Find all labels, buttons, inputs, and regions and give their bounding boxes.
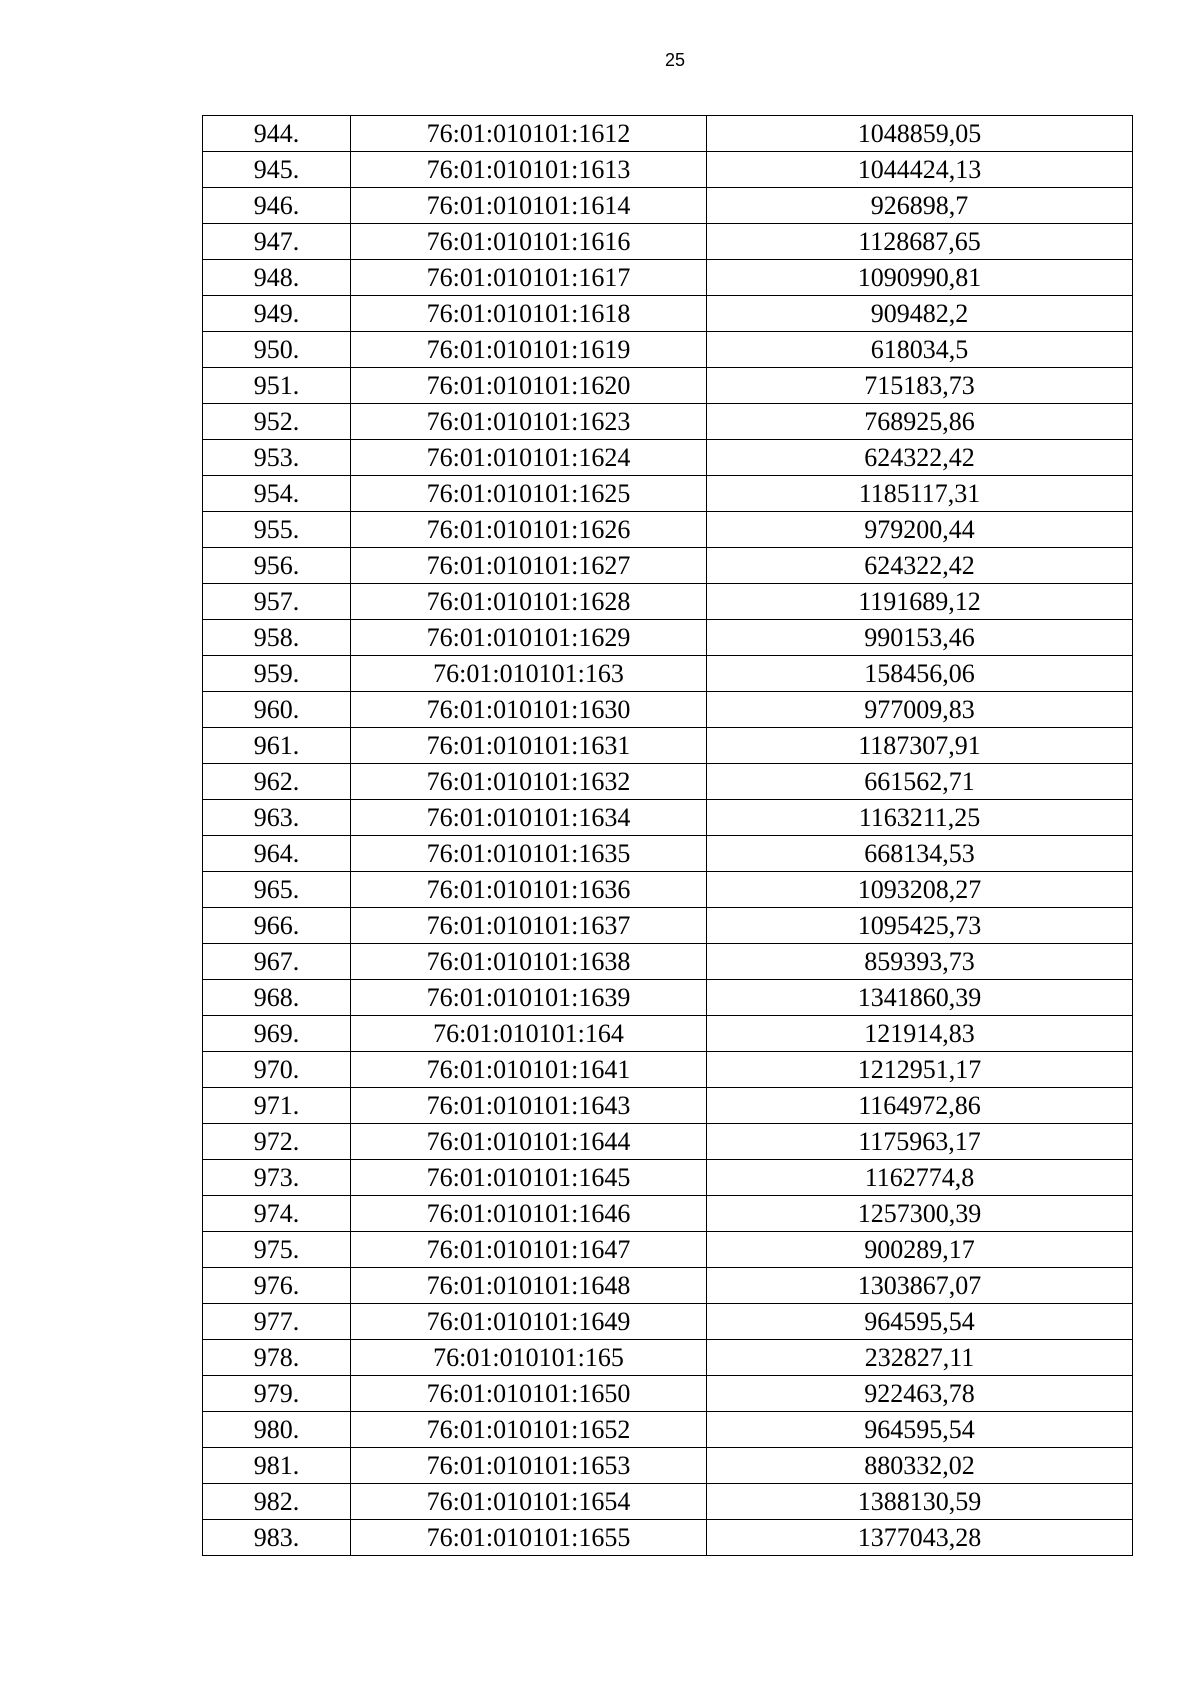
table-row xyxy=(203,1160,1133,1196)
row-number-cell: 972. xyxy=(203,1124,351,1160)
table-row xyxy=(203,1268,1133,1304)
cadastral-value-cell: 964595,54 xyxy=(707,1304,1133,1340)
cadastral-number-cell: 76:01:010101:1620 xyxy=(351,368,707,404)
row-number-cell: 958. xyxy=(203,620,351,656)
row-number-cell: 951. xyxy=(203,368,351,404)
cadastral-number-cell: 76:01:010101:1625 xyxy=(351,476,707,512)
cadastral-value-cell: 618034,5 xyxy=(707,332,1133,368)
table-row xyxy=(203,908,1133,944)
table-row xyxy=(203,548,1133,584)
cadastral-value-cell: 768925,86 xyxy=(707,404,1133,440)
row-number-cell: 948. xyxy=(203,260,351,296)
cadastral-value-cell: 977009,83 xyxy=(707,692,1133,728)
table-row xyxy=(203,404,1133,440)
cadastral-value-cell: 661562,71 xyxy=(707,764,1133,800)
cadastral-number-cell: 76:01:010101:1630 xyxy=(351,692,707,728)
cadastral-number-cell: 76:01:010101:1644 xyxy=(351,1124,707,1160)
table-body xyxy=(203,116,1133,1556)
row-number-cell: 949. xyxy=(203,296,351,332)
table-row xyxy=(203,692,1133,728)
table-row xyxy=(203,476,1133,512)
cadastral-value-cell: 158456,06 xyxy=(707,656,1133,692)
cadastral-value-cell: 964595,54 xyxy=(707,1412,1133,1448)
cadastral-number-cell: 76:01:010101:1655 xyxy=(351,1520,707,1556)
row-number-cell: 969. xyxy=(203,1016,351,1052)
table-row xyxy=(203,224,1133,260)
cadastral-number-cell: 76:01:010101:1649 xyxy=(351,1304,707,1340)
row-number-cell: 983. xyxy=(203,1520,351,1556)
cadastral-value-cell: 1377043,28 xyxy=(707,1520,1133,1556)
cadastral-number-cell: 76:01:010101:1635 xyxy=(351,836,707,872)
row-number-cell: 960. xyxy=(203,692,351,728)
row-number-cell: 976. xyxy=(203,1268,351,1304)
table-row xyxy=(203,152,1133,188)
cadastral-number-cell: 76:01:010101:1617 xyxy=(351,260,707,296)
table-row xyxy=(203,1232,1133,1268)
row-number-cell: 966. xyxy=(203,908,351,944)
cadastral-number-cell: 76:01:010101:165 xyxy=(351,1340,707,1376)
row-number-cell: 970. xyxy=(203,1052,351,1088)
cadastral-value-cell: 979200,44 xyxy=(707,512,1133,548)
row-number-cell: 982. xyxy=(203,1484,351,1520)
row-number-cell: 977. xyxy=(203,1304,351,1340)
cadastral-number-cell: 76:01:010101:1629 xyxy=(351,620,707,656)
table-row xyxy=(203,656,1133,692)
row-number-cell: 955. xyxy=(203,512,351,548)
cadastral-number-cell: 76:01:010101:1614 xyxy=(351,188,707,224)
table-row xyxy=(203,1196,1133,1232)
table-row xyxy=(203,332,1133,368)
cadastral-number-cell: 76:01:010101:164 xyxy=(351,1016,707,1052)
cadastral-value-cell: 926898,7 xyxy=(707,188,1133,224)
cadastral-number-cell: 76:01:010101:1643 xyxy=(351,1088,707,1124)
cadastral-value-cell: 624322,42 xyxy=(707,548,1133,584)
cadastral-value-cell: 121914,83 xyxy=(707,1016,1133,1052)
cadastral-number-cell: 76:01:010101:1623 xyxy=(351,404,707,440)
row-number-cell: 956. xyxy=(203,548,351,584)
cadastral-value-cell: 668134,53 xyxy=(707,836,1133,872)
row-number-cell: 979. xyxy=(203,1376,351,1412)
cadastral-number-cell: 76:01:010101:1636 xyxy=(351,872,707,908)
cadastral-value-cell: 1048859,05 xyxy=(707,116,1133,152)
row-number-cell: 963. xyxy=(203,800,351,836)
cadastral-number-cell: 76:01:010101:1613 xyxy=(351,152,707,188)
cadastral-value-table xyxy=(202,115,1133,1556)
cadastral-value-cell: 1303867,07 xyxy=(707,1268,1133,1304)
cadastral-number-cell: 76:01:010101:1652 xyxy=(351,1412,707,1448)
table-row xyxy=(203,620,1133,656)
table-row xyxy=(203,512,1133,548)
cadastral-value-cell: 880332,02 xyxy=(707,1448,1133,1484)
cadastral-number-cell: 76:01:010101:1628 xyxy=(351,584,707,620)
cadastral-value-cell: 1257300,39 xyxy=(707,1196,1133,1232)
row-number-cell: 954. xyxy=(203,476,351,512)
cadastral-value-cell: 1093208,27 xyxy=(707,872,1133,908)
table-row xyxy=(203,980,1133,1016)
cadastral-value-cell: 922463,78 xyxy=(707,1376,1133,1412)
row-number-cell: 974. xyxy=(203,1196,351,1232)
cadastral-value-cell: 990153,46 xyxy=(707,620,1133,656)
table-row xyxy=(203,800,1133,836)
table-row xyxy=(203,1412,1133,1448)
row-number-cell: 947. xyxy=(203,224,351,260)
table-row xyxy=(203,368,1133,404)
cadastral-value-cell: 1128687,65 xyxy=(707,224,1133,260)
cadastral-number-cell: 76:01:010101:1631 xyxy=(351,728,707,764)
row-number-cell: 968. xyxy=(203,980,351,1016)
table-row xyxy=(203,728,1133,764)
row-number-cell: 945. xyxy=(203,152,351,188)
cadastral-number-cell: 76:01:010101:1616 xyxy=(351,224,707,260)
cadastral-value-cell: 1162774,8 xyxy=(707,1160,1133,1196)
row-number-cell: 978. xyxy=(203,1340,351,1376)
cadastral-number-cell: 76:01:010101:1618 xyxy=(351,296,707,332)
row-number-cell: 959. xyxy=(203,656,351,692)
cadastral-value-cell: 1164972,86 xyxy=(707,1088,1133,1124)
cadastral-value-cell: 1388130,59 xyxy=(707,1484,1133,1520)
cadastral-number-cell: 76:01:010101:1637 xyxy=(351,908,707,944)
cadastral-number-cell: 76:01:010101:1638 xyxy=(351,944,707,980)
table-row xyxy=(203,1484,1133,1520)
table-row xyxy=(203,1052,1133,1088)
row-number-cell: 981. xyxy=(203,1448,351,1484)
cadastral-number-cell: 76:01:010101:1648 xyxy=(351,1268,707,1304)
cadastral-value-cell: 1341860,39 xyxy=(707,980,1133,1016)
cadastral-number-cell: 76:01:010101:1650 xyxy=(351,1376,707,1412)
cadastral-number-cell: 76:01:010101:1653 xyxy=(351,1448,707,1484)
cadastral-value-cell: 1185117,31 xyxy=(707,476,1133,512)
cadastral-value-cell: 900289,17 xyxy=(707,1232,1133,1268)
row-number-cell: 962. xyxy=(203,764,351,800)
table-row xyxy=(203,1124,1133,1160)
row-number-cell: 944. xyxy=(203,116,351,152)
cadastral-value-cell: 1163211,25 xyxy=(707,800,1133,836)
cadastral-value-cell: 1187307,91 xyxy=(707,728,1133,764)
row-number-cell: 975. xyxy=(203,1232,351,1268)
cadastral-value-cell: 624322,42 xyxy=(707,440,1133,476)
table-row xyxy=(203,1088,1133,1124)
table-row xyxy=(203,872,1133,908)
cadastral-number-cell: 76:01:010101:1641 xyxy=(351,1052,707,1088)
table-row xyxy=(203,296,1133,332)
table-row xyxy=(203,1520,1133,1556)
cadastral-number-cell: 76:01:010101:1646 xyxy=(351,1196,707,1232)
row-number-cell: 952. xyxy=(203,404,351,440)
cadastral-value-cell: 1090990,81 xyxy=(707,260,1133,296)
row-number-cell: 953. xyxy=(203,440,351,476)
table-row xyxy=(203,1016,1133,1052)
cadastral-value-cell: 1175963,17 xyxy=(707,1124,1133,1160)
row-number-cell: 964. xyxy=(203,836,351,872)
cadastral-value-cell: 859393,73 xyxy=(707,944,1133,980)
cadastral-number-cell: 76:01:010101:1612 xyxy=(351,116,707,152)
table-row xyxy=(203,1376,1133,1412)
cadastral-number-cell: 76:01:010101:1624 xyxy=(351,440,707,476)
table-row xyxy=(203,584,1133,620)
cadastral-number-cell: 76:01:010101:1627 xyxy=(351,548,707,584)
row-number-cell: 950. xyxy=(203,332,351,368)
row-number-cell: 957. xyxy=(203,584,351,620)
page-number: 25 xyxy=(664,50,686,70)
table-row xyxy=(203,944,1133,980)
cadastral-number-cell: 76:01:010101:163 xyxy=(351,656,707,692)
table-row xyxy=(203,836,1133,872)
cadastral-value-cell: 232827,11 xyxy=(707,1340,1133,1376)
table-row xyxy=(203,1448,1133,1484)
row-number-cell: 965. xyxy=(203,872,351,908)
cadastral-number-cell: 76:01:010101:1634 xyxy=(351,800,707,836)
table-row xyxy=(203,116,1133,152)
cadastral-number-cell: 76:01:010101:1647 xyxy=(351,1232,707,1268)
row-number-cell: 946. xyxy=(203,188,351,224)
table-row xyxy=(203,1304,1133,1340)
row-number-cell: 973. xyxy=(203,1160,351,1196)
table-row xyxy=(203,260,1133,296)
cadastral-value-cell: 909482,2 xyxy=(707,296,1133,332)
cadastral-value-cell: 1044424,13 xyxy=(707,152,1133,188)
cadastral-value-cell: 1212951,17 xyxy=(707,1052,1133,1088)
cadastral-number-cell: 76:01:010101:1645 xyxy=(351,1160,707,1196)
cadastral-number-cell: 76:01:010101:1654 xyxy=(351,1484,707,1520)
cadastral-value-cell: 1191689,12 xyxy=(707,584,1133,620)
cadastral-number-cell: 76:01:010101:1639 xyxy=(351,980,707,1016)
cadastral-value-cell: 1095425,73 xyxy=(707,908,1133,944)
table-row xyxy=(203,440,1133,476)
table-row xyxy=(203,764,1133,800)
cadastral-number-cell: 76:01:010101:1632 xyxy=(351,764,707,800)
row-number-cell: 980. xyxy=(203,1412,351,1448)
cadastral-value-cell: 715183,73 xyxy=(707,368,1133,404)
cadastral-number-cell: 76:01:010101:1619 xyxy=(351,332,707,368)
cadastral-number-cell: 76:01:010101:1626 xyxy=(351,512,707,548)
row-number-cell: 961. xyxy=(203,728,351,764)
table-row xyxy=(203,1340,1133,1376)
row-number-cell: 971. xyxy=(203,1088,351,1124)
row-number-cell: 967. xyxy=(203,944,351,980)
table-row xyxy=(203,188,1133,224)
